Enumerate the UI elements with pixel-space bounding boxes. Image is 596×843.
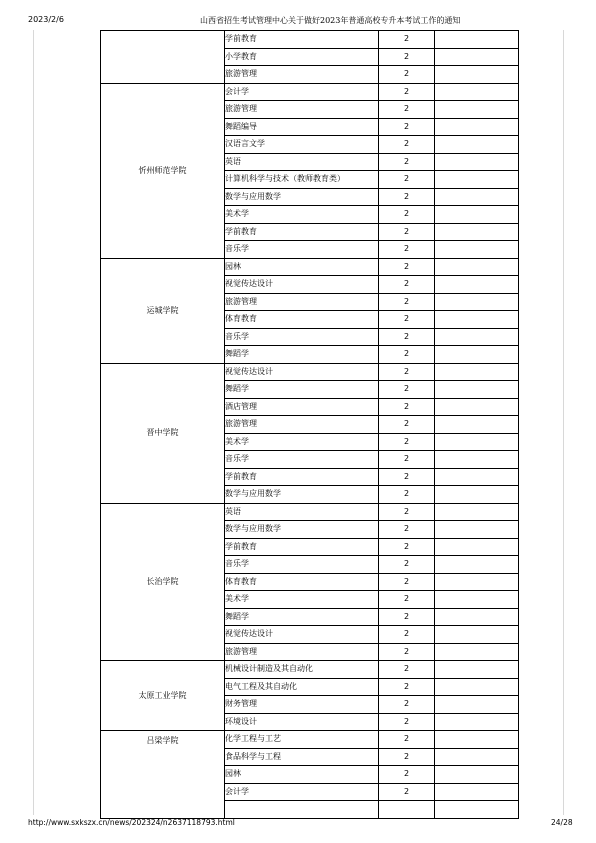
- remarks-cell: [435, 136, 519, 154]
- remarks-cell: [435, 713, 519, 731]
- remarks-cell: [435, 276, 519, 294]
- years-cell: 2: [379, 241, 435, 259]
- school-name-cell: 太原工业学院: [101, 661, 225, 731]
- remarks-cell: [435, 48, 519, 66]
- years-cell: 2: [379, 451, 435, 469]
- years-cell: 2: [379, 678, 435, 696]
- years-cell: 2: [379, 381, 435, 399]
- remarks-cell: [435, 188, 519, 206]
- years-cell: 2: [379, 748, 435, 766]
- major-name-cell: 化学工程与工艺: [225, 731, 379, 749]
- footer-url[interactable]: http://www.sxkszx.cn/news/202324/n2637118793.html: [28, 818, 235, 827]
- major-name-cell: 舞蹈学: [225, 346, 379, 364]
- remarks-cell: [435, 608, 519, 626]
- years-cell: 2: [379, 188, 435, 206]
- remarks-cell: [435, 118, 519, 136]
- major-name-cell: 学前教育: [225, 468, 379, 486]
- remarks-cell: [435, 346, 519, 364]
- major-name-cell: 电气工程及其自动化: [225, 678, 379, 696]
- years-cell: 2: [379, 486, 435, 504]
- years-cell: 2: [379, 643, 435, 661]
- major-name-cell: 数学与应用数学: [225, 521, 379, 539]
- years-cell: 2: [379, 48, 435, 66]
- years-cell: 2: [379, 503, 435, 521]
- remarks-cell: [435, 433, 519, 451]
- table-row: [101, 661, 519, 679]
- years-cell: 2: [379, 591, 435, 609]
- years-cell: 2: [379, 101, 435, 119]
- years-cell: 2: [379, 731, 435, 749]
- remarks-cell: [435, 661, 519, 679]
- remarks-cell: [435, 206, 519, 224]
- years-cell: 2: [379, 713, 435, 731]
- years-cell: 2: [379, 696, 435, 714]
- major-name-cell: 学前教育: [225, 223, 379, 241]
- major-name-cell: 旅游管理: [225, 416, 379, 434]
- major-name-cell: 英语: [225, 503, 379, 521]
- major-name-cell: 学前教育: [225, 538, 379, 556]
- remarks-cell: [435, 293, 519, 311]
- remarks-cell: [435, 521, 519, 539]
- major-name-cell: 汉语言文学: [225, 136, 379, 154]
- major-name-cell: 会计学: [225, 83, 379, 101]
- major-name-cell: 旅游管理: [225, 101, 379, 119]
- remarks-cell: [435, 783, 519, 801]
- remarks-cell: [435, 398, 519, 416]
- years-cell: 2: [379, 363, 435, 381]
- years-cell: 2: [379, 328, 435, 346]
- major-name-cell: 视觉传达设计: [225, 626, 379, 644]
- years-cell: 2: [379, 136, 435, 154]
- remarks-cell: [435, 556, 519, 574]
- school-name-cell: 忻州师范学院: [101, 83, 225, 258]
- remarks-cell: [435, 381, 519, 399]
- remarks-cell: [435, 626, 519, 644]
- remarks-cell: [435, 468, 519, 486]
- years-cell: 2: [379, 31, 435, 49]
- major-name-cell: 旅游管理: [225, 66, 379, 84]
- remarks-cell: [435, 31, 519, 49]
- page-margin-left: [33, 30, 34, 815]
- remarks-cell: [435, 503, 519, 521]
- remarks-cell: [435, 766, 519, 784]
- major-name-cell: 美术学: [225, 433, 379, 451]
- years-cell: 2: [379, 783, 435, 801]
- years-cell: 2: [379, 538, 435, 556]
- major-name-cell: 园林: [225, 258, 379, 276]
- table-row: [101, 731, 519, 749]
- school-name-cell: 运城学院: [101, 258, 225, 363]
- header-date: 2023/2/6: [28, 15, 64, 24]
- major-name-cell: 园林: [225, 766, 379, 784]
- years-cell: 2: [379, 766, 435, 784]
- school-name-cell: 晋中学院: [101, 363, 225, 503]
- table-row: [101, 83, 519, 101]
- table-row: [101, 31, 519, 49]
- years-cell: 2: [379, 573, 435, 591]
- header-title: 山西省招生考试管理中心关于做好2023年普通高校专升本考试工作的通知: [200, 16, 461, 25]
- major-name-cell: 学前教育: [225, 31, 379, 49]
- major-name-cell: 视觉传达设计: [225, 276, 379, 294]
- remarks-cell: [435, 171, 519, 189]
- remarks-cell: [435, 486, 519, 504]
- remarks-cell: [435, 328, 519, 346]
- table-row: [101, 258, 519, 276]
- remarks-cell: [435, 538, 519, 556]
- major-name-cell: 机械设计制造及其自动化: [225, 661, 379, 679]
- major-name-cell: 英语: [225, 153, 379, 171]
- years-cell: 2: [379, 118, 435, 136]
- remarks-cell: [435, 573, 519, 591]
- major-name-cell: [225, 801, 379, 819]
- major-name-cell: 音乐学: [225, 451, 379, 469]
- years-cell: 2: [379, 311, 435, 329]
- remarks-cell: [435, 416, 519, 434]
- years-cell: 2: [379, 66, 435, 84]
- major-name-cell: 旅游管理: [225, 293, 379, 311]
- page-margin-right: [563, 30, 564, 815]
- remarks-cell: [435, 258, 519, 276]
- years-cell: 2: [379, 83, 435, 101]
- major-name-cell: 美术学: [225, 591, 379, 609]
- remarks-cell: [435, 731, 519, 749]
- remarks-cell: [435, 101, 519, 119]
- years-cell: 2: [379, 661, 435, 679]
- major-name-cell: 体育教育: [225, 311, 379, 329]
- major-name-cell: 酒店管理: [225, 398, 379, 416]
- footer-page-number: 24/28: [551, 818, 573, 827]
- table-row: [101, 363, 519, 381]
- remarks-cell: [435, 591, 519, 609]
- remarks-cell: [435, 696, 519, 714]
- major-name-cell: 舞蹈学: [225, 381, 379, 399]
- years-cell: 2: [379, 276, 435, 294]
- major-name-cell: 视觉传达设计: [225, 363, 379, 381]
- remarks-cell: [435, 153, 519, 171]
- table-row: [101, 503, 519, 521]
- remarks-cell: [435, 451, 519, 469]
- school-name-cell: [101, 31, 225, 84]
- major-name-cell: 计算机科学与技术（教师教育类）: [225, 171, 379, 189]
- major-name-cell: 小学教育: [225, 48, 379, 66]
- years-cell: 2: [379, 468, 435, 486]
- major-name-cell: 环境设计: [225, 713, 379, 731]
- major-name-cell: 音乐学: [225, 556, 379, 574]
- major-name-cell: 音乐学: [225, 328, 379, 346]
- major-name-cell: 舞蹈学: [225, 608, 379, 626]
- remarks-cell: [435, 223, 519, 241]
- years-cell: 2: [379, 626, 435, 644]
- remarks-cell: [435, 678, 519, 696]
- years-cell: 2: [379, 556, 435, 574]
- remarks-cell: [435, 66, 519, 84]
- remarks-cell: [435, 363, 519, 381]
- years-cell: 2: [379, 416, 435, 434]
- years-cell: 2: [379, 608, 435, 626]
- years-cell: 2: [379, 521, 435, 539]
- years-cell: 2: [379, 206, 435, 224]
- remarks-cell: [435, 241, 519, 259]
- years-cell: 2: [379, 171, 435, 189]
- major-name-cell: 美术学: [225, 206, 379, 224]
- remarks-cell: [435, 643, 519, 661]
- years-cell: [379, 801, 435, 819]
- remarks-cell: [435, 311, 519, 329]
- school-name-cell: 长治学院: [101, 503, 225, 661]
- major-name-cell: 财务管理: [225, 696, 379, 714]
- remarks-cell: [435, 83, 519, 101]
- major-name-cell: 旅游管理: [225, 643, 379, 661]
- years-cell: 2: [379, 258, 435, 276]
- years-cell: 2: [379, 433, 435, 451]
- major-name-cell: 会计学: [225, 783, 379, 801]
- years-cell: 2: [379, 153, 435, 171]
- years-cell: 2: [379, 346, 435, 364]
- major-table: [100, 30, 519, 819]
- major-name-cell: 音乐学: [225, 241, 379, 259]
- remarks-cell: [435, 801, 519, 819]
- years-cell: 2: [379, 293, 435, 311]
- major-name-cell: 数学与应用数学: [225, 188, 379, 206]
- school-name-cell: 吕梁学院: [101, 731, 225, 819]
- remarks-cell: [435, 748, 519, 766]
- major-name-cell: 舞蹈编导: [225, 118, 379, 136]
- major-name-cell: 体育教育: [225, 573, 379, 591]
- years-cell: 2: [379, 398, 435, 416]
- years-cell: 2: [379, 223, 435, 241]
- major-name-cell: 食品科学与工程: [225, 748, 379, 766]
- major-name-cell: 数学与应用数学: [225, 486, 379, 504]
